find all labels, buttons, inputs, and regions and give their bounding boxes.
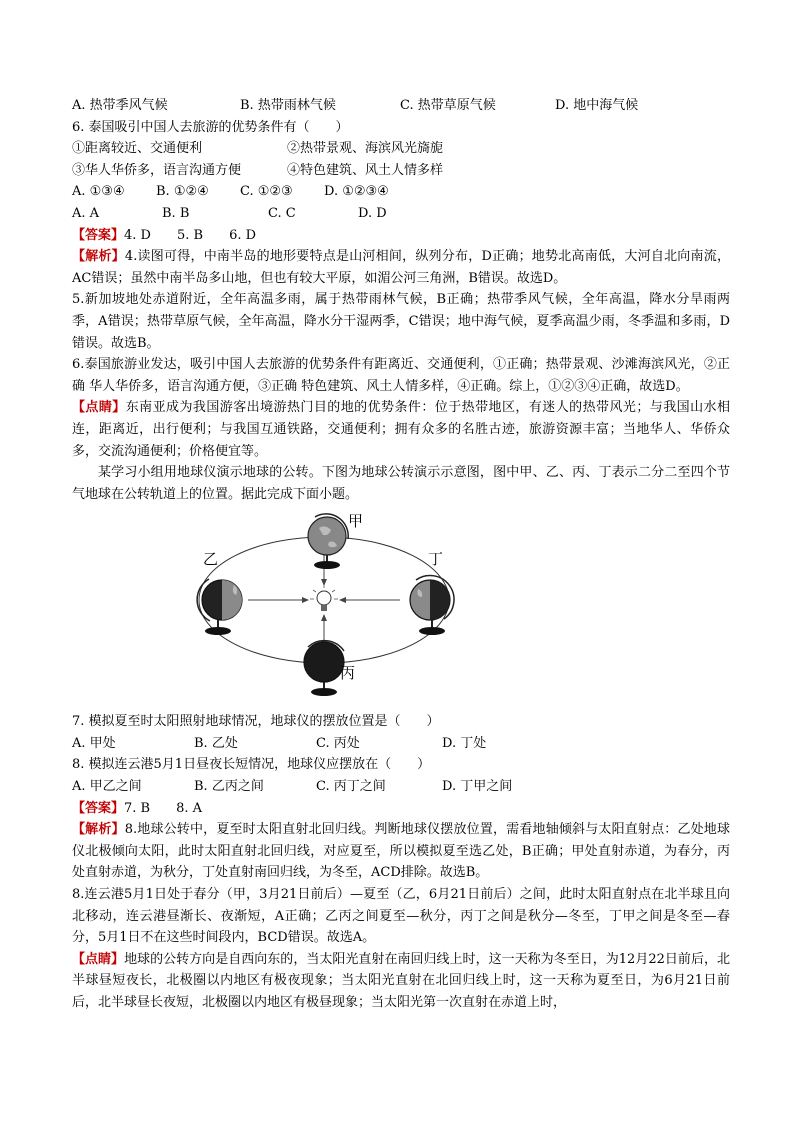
globe-yi-icon <box>197 579 242 635</box>
answer-line-2 <box>72 798 730 820</box>
q8-stem: 8. 模拟连云港5月1日昼夜长短情况，地球仪应摆放在（ ） <box>72 757 431 773</box>
label-bing: 丙 <box>340 664 356 683</box>
analysis-tag: 【解析】 <box>72 822 125 838</box>
q7-option-a: A. 甲处 <box>72 735 116 751</box>
q5-option-d: D. 地中海气候 <box>555 98 639 113</box>
analysis-tag: 【解析】 <box>72 249 125 265</box>
q8-options <box>72 776 730 798</box>
q6-items-row2 <box>72 160 730 182</box>
q6-combos <box>72 181 730 203</box>
answer-tag: 【答案】 <box>72 800 125 816</box>
analysis-text: 4.读图可得，中南半岛的地形要特点是山河相间，纵列分布，D正确；地势北高南低，大河自北向南流，AC错误；虽然中南半岛多山地，但也有较大平原，如湄公河三角洲，B错误。故选D。 <box>72 249 730 286</box>
answer-tag: 【答案】 <box>72 227 125 243</box>
q6-item-1: ①距离较近、交通便利 <box>72 141 203 157</box>
q8-option-c: C. 丙丁之间 <box>316 779 386 795</box>
q8-option-a: A. 甲乙之间 <box>72 779 142 795</box>
q6-item-3: ③华人华侨多，语言沟通方便 <box>72 162 242 178</box>
answer-text: 4. D 5. B 6. D <box>124 227 257 243</box>
q7-option-b: B. 乙处 <box>194 735 238 751</box>
q5-option-c: C. 热带草原气候 <box>400 98 496 113</box>
q6-option-d: D. D <box>358 205 387 221</box>
document-page <box>72 95 730 1014</box>
q6-combo-c: C. ①②③ <box>240 184 293 200</box>
q7-option-c: C. 丙处 <box>316 735 360 751</box>
q6-combo-b: B. ①②④ <box>156 184 209 200</box>
q6-items-row1 <box>72 138 730 160</box>
q6-combo-d: D. ①②③④ <box>324 184 389 200</box>
comment-tag: 【点睛】 <box>72 400 126 416</box>
q6-option-a: A. A <box>72 205 100 221</box>
q6-option-c: C. C <box>268 205 296 221</box>
q7-options <box>72 733 730 755</box>
q5-option-a: A. 热带季风气候 <box>72 98 168 113</box>
orbit-diagram <box>72 509 730 705</box>
comment-tag: 【点睛】 <box>72 951 125 967</box>
comment-1 <box>72 397 730 462</box>
analysis-text: 8.地球公转中，夏至时太阳直射北回归线。判断地球仪摆放位置，需看地轴倾斜与太阳直射点：乙处地球仪北极倾向太阳，此时太阳直射北回归线，对应夏至，所以模拟夏至选乙处，B正确；甲处直射赤道，为春分，丙处直射赤道，为秋分，丁处直射南回归线，为冬至，ACD排除。故选B。 <box>72 822 730 881</box>
label-yi: 乙 <box>203 550 219 569</box>
sun-bulb-icon <box>310 585 338 611</box>
q6-item-4: ④特色建筑、风土人情多样 <box>287 162 444 178</box>
globe-bing-icon <box>304 641 344 696</box>
globe-jia-icon <box>308 514 348 569</box>
q6-item-2: ②热带景观、海滨风光旖旎 <box>287 141 444 157</box>
analysis-1-p3: 6.泰国旅游业发达，吸引中国人去旅游的优势条件有距离近、交通便利，①正确；热带景观、沙滩海滨风光，②正确 华人华侨多，语言沟通方便，③正确 特色建筑、风土人情多样，④正确。综上，①②③④正确，故选D。 <box>72 357 730 394</box>
analysis-1-p2: 5.新加坡地处赤道附近，全年高温多雨，属于热带雨林气候，B正确；热带季风气候，全年高温，降水分旱雨两季，A错误；热带草原气候，全年高温，降水分干湿两季，C错误；地中海气候，夏季高温少雨，冬季温和多雨，D错误。故选B。 <box>72 292 730 351</box>
figure-intro: 某学习小组用地球仪演示地球的公转。下图为地球公转演示示意图，图中甲、乙、丙、丁表示二分二至四个节气地球在公转轨道上的位置。据此完成下面小题。 <box>72 465 730 502</box>
analysis-1-p1 <box>72 246 730 289</box>
earth-revolution-figure <box>72 509 730 705</box>
q6-option-b: B. B <box>162 205 190 221</box>
q7-option-d: D. 丁处 <box>442 735 487 751</box>
analysis-2-p2: 8.连云港5月1日处于春分（甲，3月21日前后）—夏至（乙，6月21日前后）之间，此时太阳直射点在北半球且向北移动，连云港昼渐长、夜渐短，A正确；乙丙之间夏至—秋分，丙丁之间是秋分—冬至，丁甲之间是冬至—春分，5月1日不在这些时间段内，BCD错误。故选A。 <box>72 887 730 946</box>
comment-text: 地球的公转方向是自西向东的，当太阳光直射在南回归线上时，这一天称为冬至日，为12月22日前后，北半球昼短夜长，北极圈以内地区有极夜现象；当太阳光直射在北回归线上时，这一天称为夏至日，为6月21日前后，北半球昼长夜短，北极圈以内地区有极昼现象；当太阳光第一次直射在赤道上时， <box>72 951 730 1010</box>
answer-text: 7. B 8. A <box>124 800 203 816</box>
q6-options <box>72 203 730 225</box>
globe-ding-icon <box>410 576 454 636</box>
comment-2 <box>72 949 730 1014</box>
q6-combo-a: A. ①③④ <box>72 184 125 200</box>
q5-option-b: B. 热带雨林气候 <box>240 98 336 113</box>
q8-option-b: B. 乙丙之间 <box>194 779 264 795</box>
q7-stem: 7. 模拟夏至时太阳照射地球情况，地球仪的摆放位置是（ ） <box>72 714 440 730</box>
label-jia: 甲 <box>348 512 364 531</box>
q6-stem: 6. 泰国吸引中国人去旅游的优势条件有（ ） <box>72 119 349 135</box>
answer-line-1 <box>72 225 730 247</box>
q8-option-d: D. 丁甲之间 <box>442 779 513 795</box>
analysis-2-p1 <box>72 819 730 884</box>
comment-text: 东南亚成为我国游客出境游热门目的地的优势条件：位于热带地区，有迷人的热带风光；与我国山水相连，距离近，出行便利；与我国互通铁路，交通便利；拥有众多的名胜古迹，旅游资源丰富；当地华人、华侨众多，交流沟通便利；价格便宜等。 <box>72 400 730 459</box>
label-ding: 丁 <box>428 550 444 569</box>
q5-options <box>72 95 730 117</box>
